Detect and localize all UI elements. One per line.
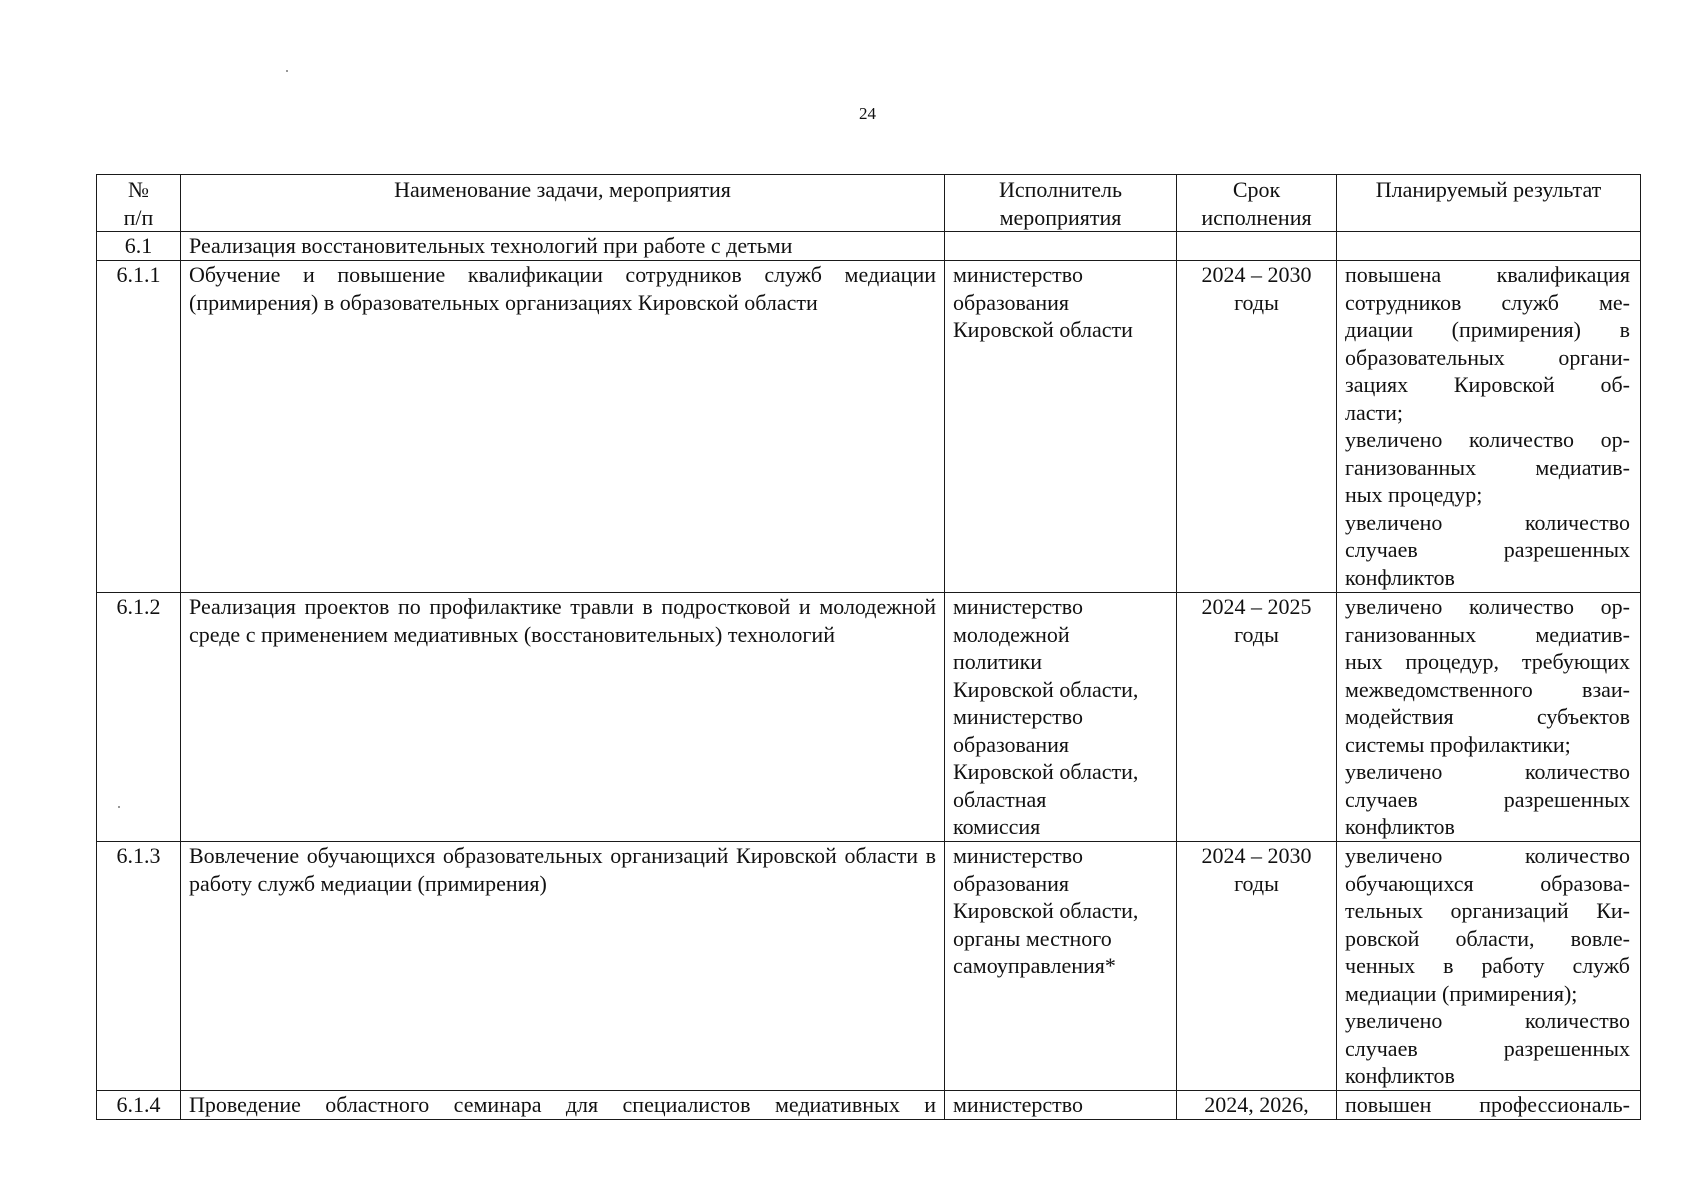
section-title: Реализация восстановительных технологий при работе с детьми xyxy=(181,232,945,261)
executor-line: молодежной xyxy=(953,621,1070,647)
executor-line: комиссия xyxy=(953,814,1041,839)
result-line: модействия субъектов xyxy=(1345,704,1630,729)
executor-line: образования xyxy=(953,289,1070,315)
result-line: ных процедур; xyxy=(1345,482,1483,507)
result-line: увеличено количество ор- xyxy=(1345,594,1630,619)
empty-cell xyxy=(1177,232,1337,261)
result-line: увеличено количество xyxy=(1345,509,1630,535)
action-plan-table xyxy=(96,174,1641,1120)
result-line: случаев разрешенных xyxy=(1345,537,1630,562)
header-row xyxy=(97,175,1641,232)
result-line: увеличено количество ор- xyxy=(1345,427,1630,452)
term-line: 2024 – 2025 xyxy=(1201,594,1312,619)
term-line: 2024, 2026, xyxy=(1204,1092,1309,1117)
result-line: ганизованных медиатив- xyxy=(1345,621,1630,647)
result-line: сотрудников служб ме- xyxy=(1345,289,1630,315)
row-term xyxy=(1177,842,1337,1091)
header-result: Планируемый результат xyxy=(1337,175,1641,232)
row-num: 6.1.3 xyxy=(97,842,181,1091)
result-line: ганизованных медиатив- xyxy=(1345,454,1630,480)
term-line: годы xyxy=(1234,621,1279,647)
executor-line: самоуправления* xyxy=(953,953,1116,978)
header-term-line: Срок xyxy=(1232,177,1281,202)
header-num-line: п/п xyxy=(123,204,154,230)
page-number: 24 xyxy=(859,104,876,123)
row-num: 6.1.2 xyxy=(97,593,181,842)
row-term xyxy=(1177,1091,1337,1120)
result-line: конфликтов xyxy=(1345,564,1455,590)
row-executor xyxy=(945,261,1177,593)
header-executor xyxy=(945,175,1177,232)
result-line: повышен профессиональ- xyxy=(1345,1092,1630,1117)
result-line: системы профилактики; xyxy=(1345,731,1571,757)
scan-speck xyxy=(286,70,288,72)
result-line: увеличено количество xyxy=(1345,759,1630,784)
header-executor-line: Исполнитель xyxy=(998,177,1123,202)
executor-line: министерство xyxy=(953,843,1084,868)
executor-line: Кировской области, xyxy=(953,676,1139,702)
row-num: 6.1.1 xyxy=(97,261,181,593)
result-line: межведомственного взаи- xyxy=(1345,676,1630,702)
executor-line: министерство xyxy=(953,704,1084,729)
table-row xyxy=(97,261,1641,593)
result-line: обучающихся образова- xyxy=(1345,870,1630,896)
result-line: ных процедур, требующих xyxy=(1345,649,1630,674)
result-line: ровской области, вовле- xyxy=(1345,925,1630,951)
row-term xyxy=(1177,593,1337,842)
section-num: 6.1 xyxy=(97,232,181,261)
header-name: Наименование задачи, мероприятия xyxy=(181,175,945,232)
term-line: 2024 – 2030 xyxy=(1201,262,1312,287)
row-result xyxy=(1337,1091,1641,1120)
result-line: тельных организаций Ки- xyxy=(1345,898,1630,923)
result-line: увеличено количество xyxy=(1345,843,1630,868)
result-line: ласти; xyxy=(1345,399,1404,425)
row-result xyxy=(1337,842,1641,1091)
row-name: Вовлечение обучающихся образовательных организаций Кировской области в работу служб медиации (примирения) xyxy=(181,842,945,1091)
header-num xyxy=(97,175,181,232)
empty-cell xyxy=(1337,232,1641,261)
result-line: ченных в работу служб xyxy=(1345,953,1630,978)
executor-line: Кировской области, xyxy=(953,759,1139,784)
table-row xyxy=(97,842,1641,1091)
header-term-line: исполнения xyxy=(1201,204,1312,230)
result-line: образовательных органи- xyxy=(1345,344,1630,370)
executor-line: областная xyxy=(953,786,1047,812)
result-line: увеличено количество xyxy=(1345,1008,1630,1033)
executor-line: министерство xyxy=(953,594,1084,619)
table-row xyxy=(97,593,1641,842)
result-line: зациях Кировской об- xyxy=(1345,372,1630,397)
row-executor xyxy=(945,842,1177,1091)
result-line: диации (примирения) в xyxy=(1345,317,1630,342)
header-num-line: № xyxy=(128,177,149,202)
executor-line: Кировской области, xyxy=(953,898,1139,923)
executor-line: образования xyxy=(953,731,1070,757)
row-term xyxy=(1177,261,1337,593)
result-line: случаев разрешенных xyxy=(1345,1035,1630,1061)
term-line: годы xyxy=(1234,289,1279,315)
term-line: годы xyxy=(1234,870,1279,896)
executor-line: министерство xyxy=(953,262,1084,287)
executor-line: Кировской области xyxy=(953,317,1133,342)
row-result xyxy=(1337,593,1641,842)
result-line: повышена квалификация xyxy=(1345,262,1630,287)
row-executor xyxy=(945,593,1177,842)
section-row xyxy=(97,232,1641,261)
term-line: 2024 – 2030 xyxy=(1201,843,1312,868)
result-line: случаев разрешенных xyxy=(1345,786,1630,812)
result-line: конфликтов xyxy=(1345,814,1455,839)
result-line: конфликтов xyxy=(1345,1063,1455,1088)
table-row xyxy=(97,1091,1641,1120)
empty-cell xyxy=(945,232,1177,261)
row-result xyxy=(1337,261,1641,593)
row-name: Обучение и повышение квалификации сотрудников служб медиации (примирения) в образовательных организациях Кировской области xyxy=(181,261,945,593)
executor-line: министерство xyxy=(953,1092,1084,1117)
executor-line: образования xyxy=(953,870,1070,896)
header-executor-line: мероприятия xyxy=(999,204,1122,230)
row-num: 6.1.4 xyxy=(97,1091,181,1120)
executor-line: органы местного xyxy=(953,925,1112,951)
executor-line: политики xyxy=(953,649,1043,674)
result-line: медиации (примирения); xyxy=(1345,980,1578,1006)
row-name: Реализация проектов по профилактике травли в подростковой и молодежной среде с применением медиативных (восстановительных) технологий xyxy=(181,593,945,842)
header-term xyxy=(1177,175,1337,232)
row-name: Проведение областного семинара для специалистов медиативных и xyxy=(181,1091,945,1120)
row-executor xyxy=(945,1091,1177,1120)
